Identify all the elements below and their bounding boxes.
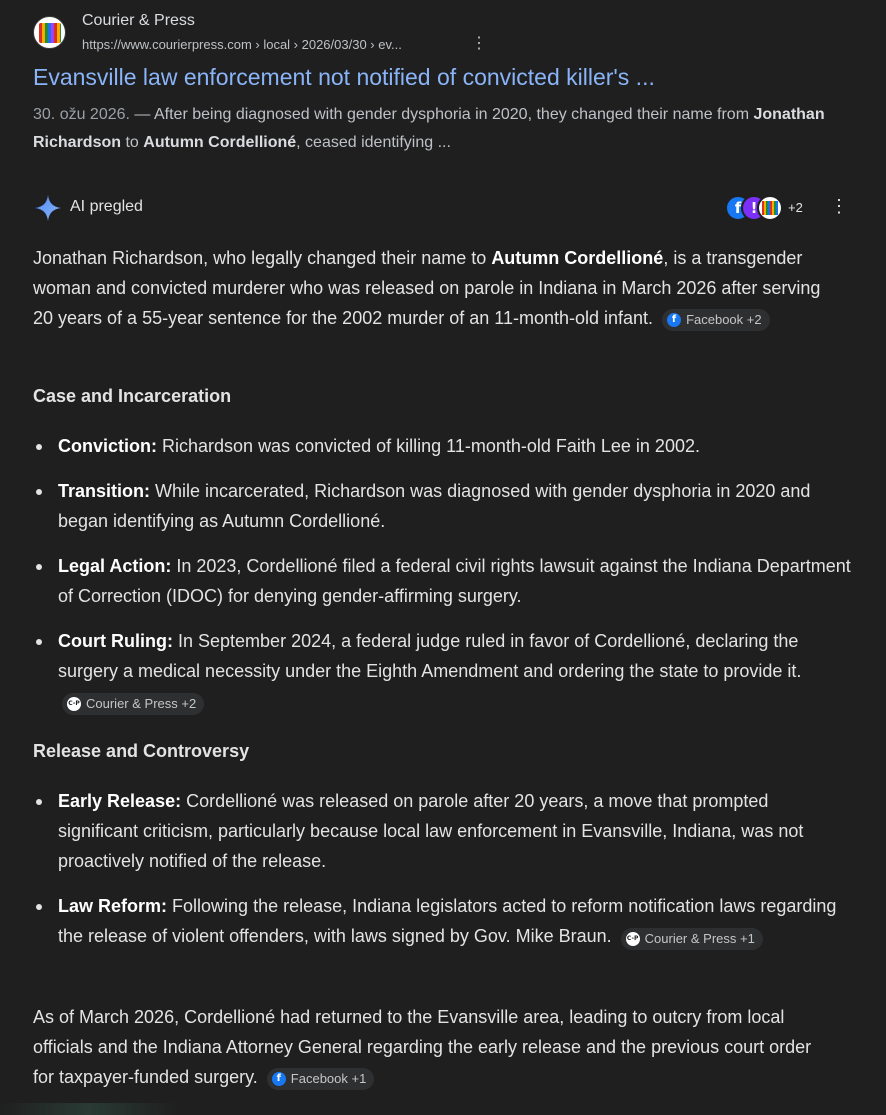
release-list [33,786,853,951]
list-item [33,626,853,716]
facebook-icon: f [667,313,681,327]
list-item [33,476,853,536]
section-heading-case: Case and Incarceration [33,386,232,406]
item-label: Law Reform: [58,896,168,916]
list-item [33,786,853,876]
courier-press-source-icon[interactable] [757,195,783,221]
facebook-icon: f [272,1072,286,1086]
result-site-name[interactable]: Courier & Press [82,12,195,29]
closing-text: As of March 2026, Cordellioné had returned to the Evansville area, leading to outcry from local officials and the Indiana Attorney General regarding the early release and the previous court order for taxpayer-funded surgery. [33,1007,812,1087]
source-chip-facebook[interactable] [662,309,770,331]
source-chip-courier-press[interactable] [62,693,204,715]
source-exclamation-icon[interactable]: ! [741,195,767,221]
courier-press-icon: C-P [626,932,640,946]
item-label: Transition: [58,481,151,501]
sources-more-count[interactable]: +2 [788,200,803,215]
case-list [33,431,853,716]
snippet-bold-name: Jonathan Richardson [33,106,825,151]
item-text: In 2023, Cordellioné filed a federal civil rights lawsuit against the Indiana Department of Correction (IDOC) for denying gender-affirming surgery. [58,556,851,606]
intro-bold-name: Autumn Cordellioné [491,248,664,268]
chip-label: Courier & Press +2 [86,696,197,711]
chip-label: Courier & Press +1 [644,931,755,946]
list-item [33,431,853,461]
list-item [33,891,853,951]
chip-label: Facebook +1 [290,1071,367,1086]
item-label: Early Release: [58,791,182,811]
list-item [33,551,853,611]
ai-intro-paragraph [33,243,833,333]
ai-more-options-icon[interactable]: ⋮ [830,196,848,216]
snippet-text: to [125,134,139,151]
bottom-edge [0,1103,886,1115]
item-text: Cordellioné was released on parole after 20 years, a move that prompted significant criticism, particularly because local law enforcement in Evansville, Indiana, was not proactively notified of the release. [58,791,804,871]
ai-overview-header [33,193,853,223]
item-label: Legal Action: [58,556,172,576]
item-text: Richardson was convicted of killing 11-month-old Faith Lee in 2002. [162,436,700,456]
result-url[interactable]: https://www.courierpress.com › local › 2026/03/30 › ev... [82,37,402,52]
result-title-link[interactable]: Evansville law enforcement not notified of convicted killer's ... [33,64,655,90]
source-chip-facebook[interactable] [267,1068,375,1090]
item-text: In September 2024, a federal judge ruled in favor of Cordellioné, declaring the surgery a medical necessity under the Eighth Amendment and ordering the state to provide it. [58,631,802,681]
item-label: Conviction: [58,436,157,456]
chip-label: Facebook +2 [686,312,762,327]
snippet-text: — After being diagnosed with gender dysphoria in 2020, they changed their name from [134,106,750,123]
ai-sources-stack[interactable] [725,195,815,221]
result-date: 30. ožu 2026. [33,106,130,123]
courier-press-favicon-icon [33,16,66,49]
item-text: Following the release, Indiana legislators acted to reform notification laws regarding the release of violent offenders, with laws signed by Gov. Mike Braun. [58,896,837,946]
snippet-text: , ceased identifying ... [296,134,451,151]
source-chip-courier-press[interactable] [621,928,763,950]
section-heading-release: Release and Controversy [33,741,250,761]
intro-text: , is a transgender woman and convicted murderer who was released on parole in Indiana in March 2026 after serving 20 years of a 55-year sentence for the 2002 murder of an 11-month-old infant. [33,248,821,328]
facebook-source-icon[interactable]: f [725,195,751,221]
snippet-bold-name: Autumn Cordellioné [143,134,297,151]
result-more-options-icon[interactable]: ⋮ [471,35,487,52]
ai-closing-paragraph [33,1002,833,1092]
intro-text: Jonathan Richardson, who legally changed their name to [33,248,487,268]
ai-overview-label: AI pregled [70,198,143,215]
item-label: Court Ruling: [58,631,173,651]
item-text: While incarcerated, Richardson was diagnosed with gender dysphoria in 2020 and began identifying as Autumn Cordellioné. [58,481,811,531]
result-header[interactable] [33,12,833,56]
result-snippet [33,101,833,157]
courier-press-icon: C-P [67,697,81,711]
ai-sparkle-icon [33,193,63,223]
